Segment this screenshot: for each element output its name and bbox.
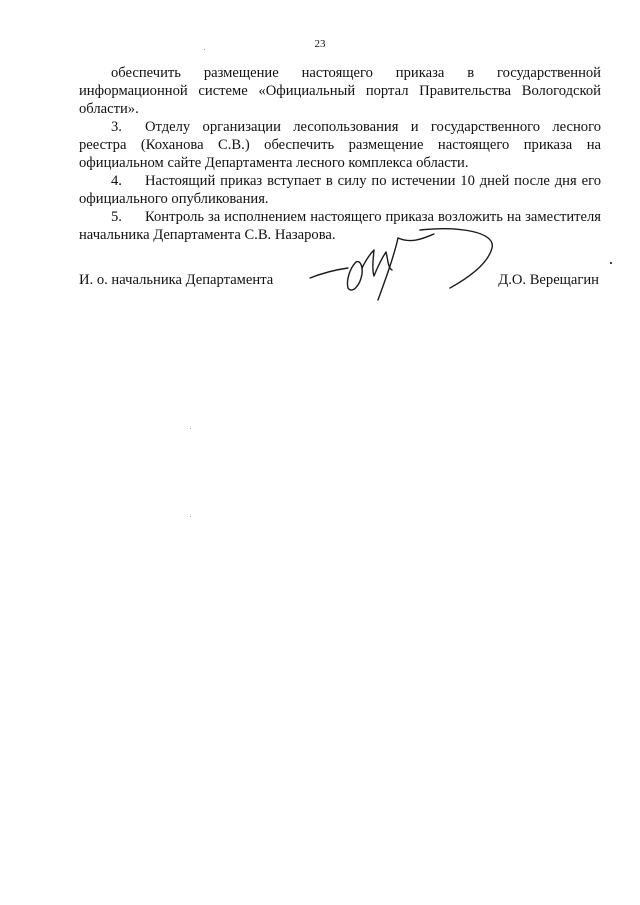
item-number: 3. xyxy=(111,119,122,135)
paragraph-text: Контроль за исполнением настоящего приказа возложить на заместителя начальника Департамента С.В. Назарова. xyxy=(79,209,601,243)
paragraph-item-4 xyxy=(79,172,601,208)
item-number: 4. xyxy=(111,173,122,189)
handwritten-signature xyxy=(300,216,510,308)
page-number: 23 xyxy=(314,38,326,50)
paragraph-item-3 xyxy=(79,118,601,172)
paragraph-publication xyxy=(79,64,601,118)
signatory-name: Д.О. Верещагин xyxy=(498,272,599,288)
paragraph-text: Отделу организации лесопользования и государственного лесного реестра (Коханова С.В.) обеспечить размещение настоящего приказа на официальном сайте Департамента лесного комплекса области. xyxy=(79,119,601,171)
item-number: 5. xyxy=(111,209,122,225)
scan-speck xyxy=(190,516,191,517)
signatory-position: И. о. начальника Департамента xyxy=(79,272,274,288)
paragraph-text: обеспечить размещение настоящего приказа в государственной информационной системе «Официальный портал Правительства Вологодской области». xyxy=(79,65,601,117)
scan-speck xyxy=(204,49,205,50)
scan-speck xyxy=(610,262,612,264)
paragraph-text: Настоящий приказ вступает в силу по истечении 10 дней после дня его официального опубликования. xyxy=(79,173,601,207)
scan-speck xyxy=(190,428,191,429)
